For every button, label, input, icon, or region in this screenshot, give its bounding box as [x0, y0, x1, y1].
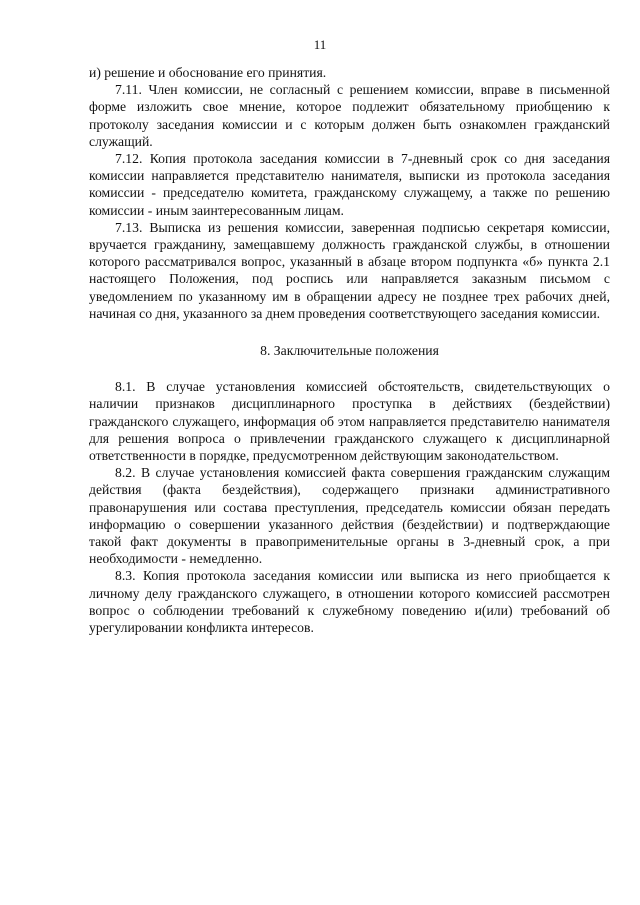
page-number: 11	[313, 37, 327, 52]
paragraph-item-i: и) решение и обоснование его принятия.	[89, 65, 327, 80]
document-body	[89, 64, 610, 636]
paragraph-7-11: 7.11. Член комиссии, не согласный с решением комиссии, вправе в письменной форме изложить свое мнение, которое подлежит обязательному приобщению к протоколу заседания комиссии и с которым должен быть ознакомлен гражданский служащий.	[89, 82, 610, 149]
paragraph-8-1: 8.1. В случае установления комиссией обстоятельств, свидетельствующих о наличии признаков дисциплинарного проступка в действиях (бездействии) гражданского служащего, информация об этом направляется представителю нанимателя для решения вопроса о привлечении гражданского служащего к дисциплинарной ответственности в порядке, предусмотренном действующим законодательством.	[89, 379, 610, 464]
section-heading-8: 8. Заключительные положения	[260, 343, 439, 359]
paragraph-7-13: 7.13. Выписка из решения комиссии, заверенная подписью секретаря комиссии, вручается гражданину, замещавшему должность гражданской службы, в отношении которого рассматривался вопрос, указанный в абзаце втором подпункта «б» пункта 2.1 настоящего Положения, под роспись или направляется заказным письмом с уведомлением по указанному им в обращении адресу не позднее трех рабочих дней, начиная со дня, указанного за днем проведения соответствующего заседания комиссии.	[89, 219, 610, 321]
paragraph-8-2: 8.2. В случае установления комиссией факта совершения гражданским служащим действия (факта бездействия), содержащего признаки административного правонарушения или состава преступления, председатель комиссии обязан передать информацию о совершении указанного действия (бездействии) и подтверждающие такой факт документы в правоприменительные органы в 3-дневный срок, а при необходимости - немедленно.	[89, 465, 610, 567]
paragraph-7-12: 7.12. Копия протокола заседания комиссии в 7-дневный срок со дня заседания комиссии направляется представителю нанимателя, выписки из протокола заседания комиссии - председателю комитета, гражданскому служащему, а также по решению комиссии - иным заинтересованным лицам.	[89, 151, 610, 218]
paragraph-8-3: 8.3. Копия протокола заседания комиссии или выписка из него приобщается к личному делу гражданского служащего, в отношении которого комиссией рассмотрен вопрос о соблюдении требований к служебному поведению и(или) требований об урегулировании конфликта интересов.	[89, 568, 610, 636]
